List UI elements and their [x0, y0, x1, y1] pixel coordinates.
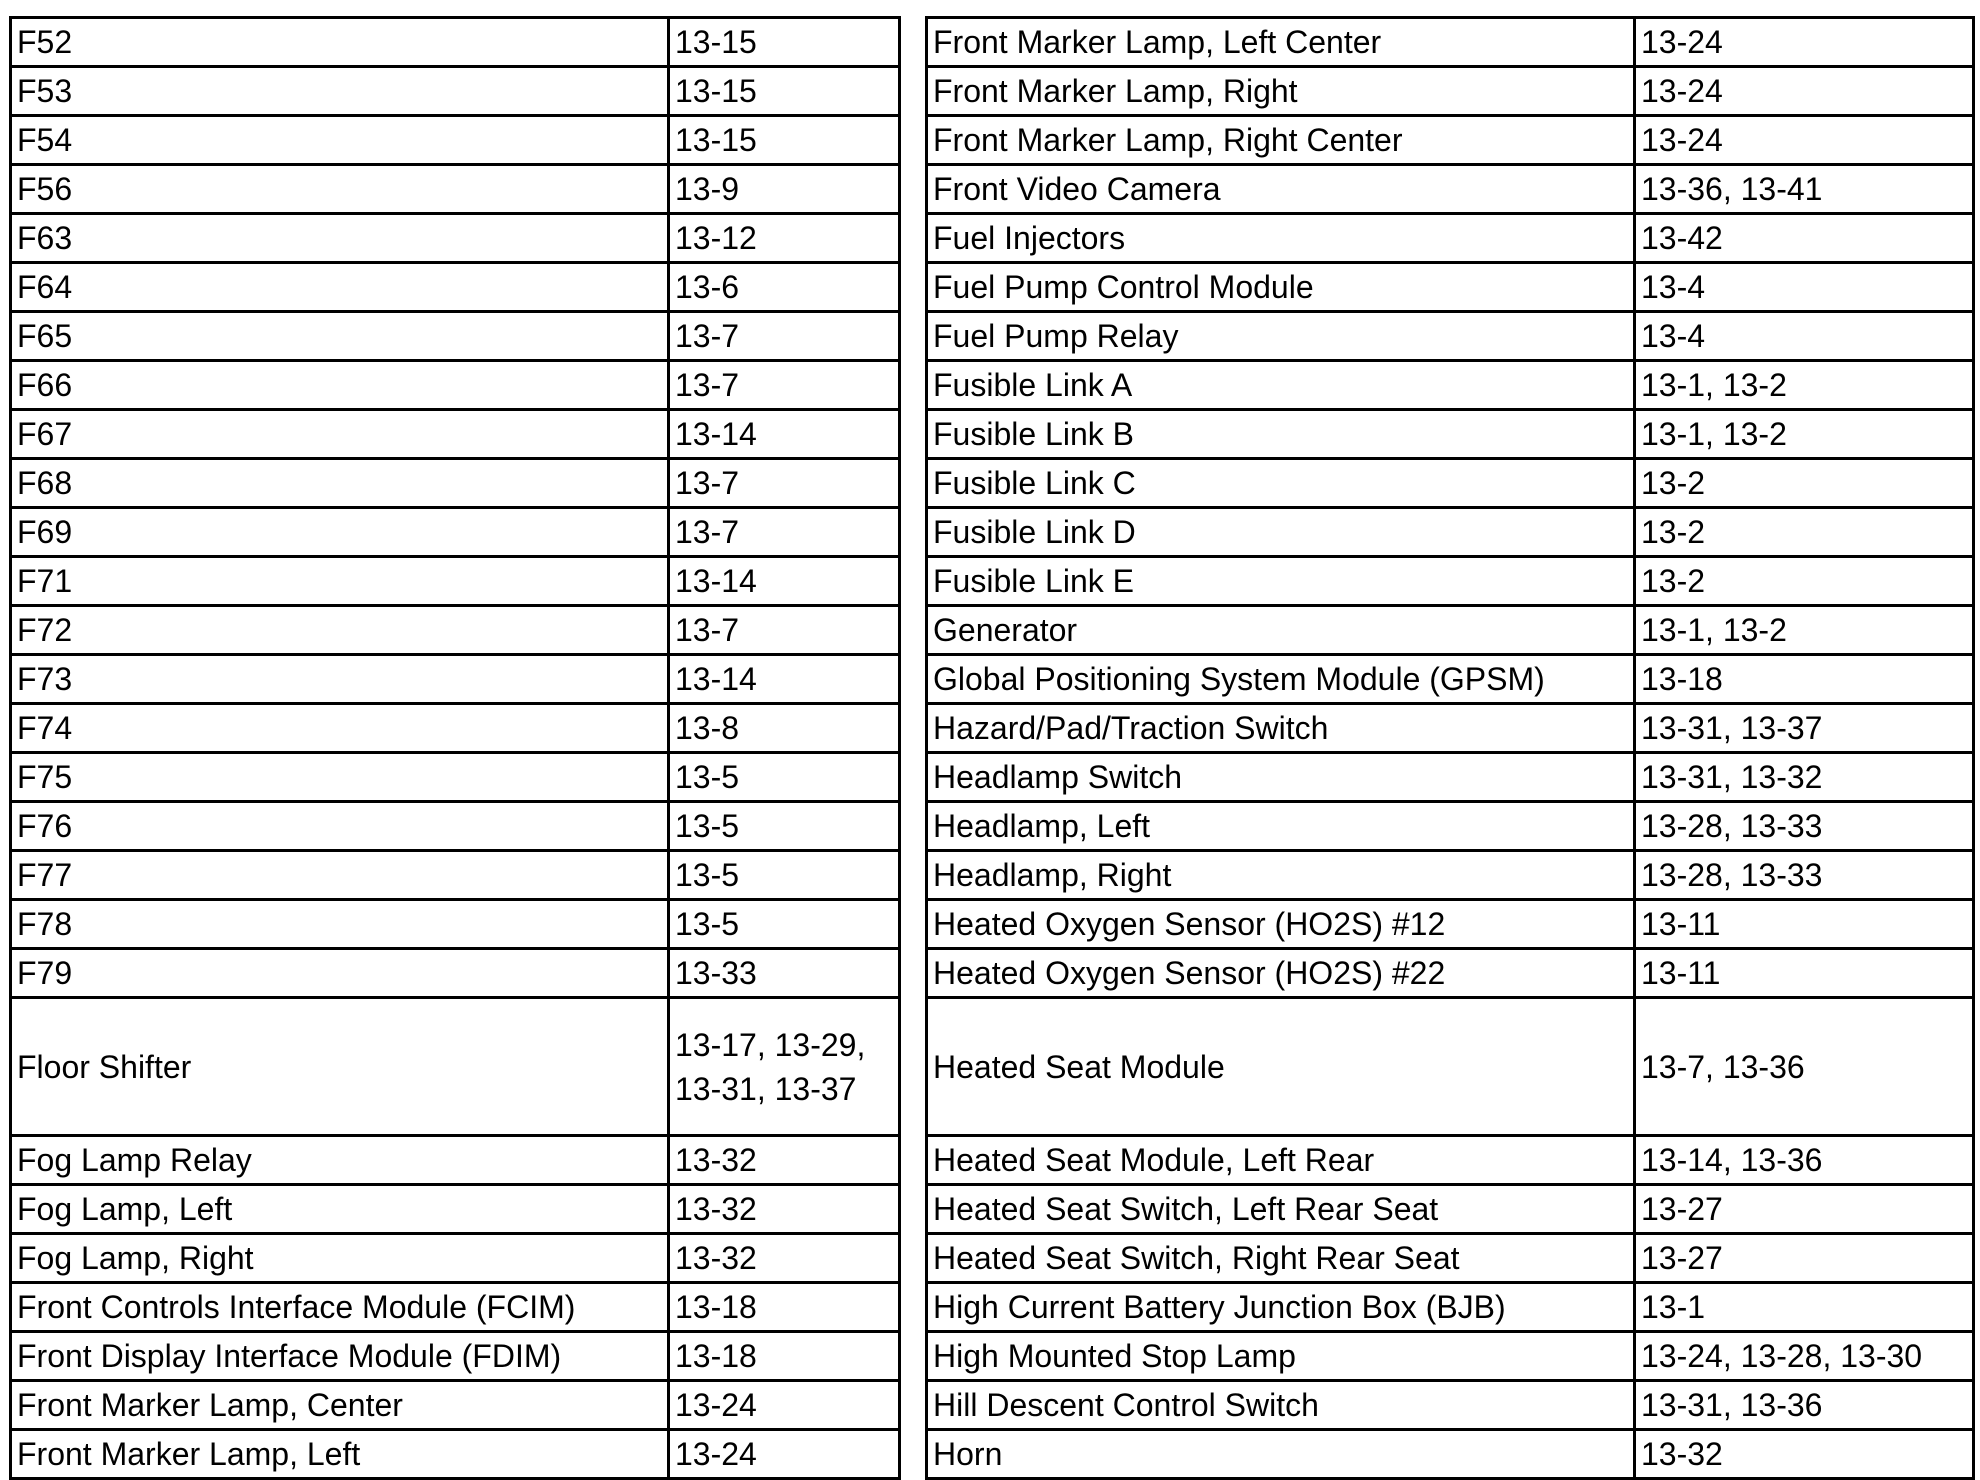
- table-row: [927, 459, 1974, 508]
- page-ref-cell: 13-24: [1635, 116, 1974, 165]
- page-ref-cell: 13-15: [669, 67, 900, 116]
- component-cell: Heated Oxygen Sensor (HO2S) #12: [927, 900, 1635, 949]
- table-row: [927, 312, 1974, 361]
- table-row: [11, 263, 900, 312]
- table-row: [927, 557, 1974, 606]
- table-row: [11, 1430, 900, 1479]
- page-ref-cell: 13-8: [669, 704, 900, 753]
- table-row: [927, 1136, 1974, 1185]
- component-cell: Fuel Pump Relay: [927, 312, 1635, 361]
- page-ref-cell: 13-7: [669, 312, 900, 361]
- table-row: [927, 1430, 1974, 1479]
- table-row: [927, 606, 1974, 655]
- page-ref-cell: 13-1, 13-2: [1635, 410, 1974, 459]
- table-row: [11, 1283, 900, 1332]
- table-row: [11, 361, 900, 410]
- page-ref-cell: 13-32: [669, 1136, 900, 1185]
- component-cell: Horn: [927, 1430, 1635, 1479]
- component-cell: Fusible Link D: [927, 508, 1635, 557]
- page-ref-cell: 13-33: [669, 949, 900, 998]
- component-cell: Heated Seat Module: [927, 998, 1635, 1136]
- page-ref-cell: 13-17, 13-29, 13-31, 13-37: [669, 998, 900, 1136]
- table-row: [11, 67, 900, 116]
- table-row: [11, 998, 900, 1136]
- page-ref-cell: 13-14, 13-36: [1635, 1136, 1974, 1185]
- table-row: [11, 851, 900, 900]
- component-cell: Front Marker Lamp, Center: [11, 1381, 669, 1430]
- component-cell: Global Positioning System Module (GPSM): [927, 655, 1635, 704]
- page-ref-cell: 13-15: [669, 18, 900, 67]
- page-ref-cell: 13-7: [669, 361, 900, 410]
- component-cell: Headlamp, Right: [927, 851, 1635, 900]
- page-ref-cell: 13-18: [1635, 655, 1974, 704]
- page-ref-cell: 13-1, 13-2: [1635, 606, 1974, 655]
- component-cell: F65: [11, 312, 669, 361]
- page-ref-cell: 13-28, 13-33: [1635, 802, 1974, 851]
- page-ref-cell: 13-31, 13-36: [1635, 1381, 1974, 1430]
- table-row: [11, 949, 900, 998]
- component-cell: Heated Seat Module, Left Rear: [927, 1136, 1635, 1185]
- component-cell: F71: [11, 557, 669, 606]
- page-ref-cell: 13-2: [1635, 508, 1974, 557]
- table-row: [11, 165, 900, 214]
- component-cell: F78: [11, 900, 669, 949]
- right-index-table: [925, 16, 1975, 1480]
- component-cell: Front Marker Lamp, Right: [927, 67, 1635, 116]
- page-ref-cell: 13-18: [669, 1283, 900, 1332]
- component-cell: Fuel Injectors: [927, 214, 1635, 263]
- component-cell: Front Marker Lamp, Right Center: [927, 116, 1635, 165]
- table-row: [11, 606, 900, 655]
- table-row: [11, 655, 900, 704]
- page-ref-cell: 13-7, 13-36: [1635, 998, 1974, 1136]
- page-ref-cell: 13-24: [669, 1430, 900, 1479]
- page-ref-cell: 13-14: [669, 410, 900, 459]
- component-cell: Fog Lamp, Right: [11, 1234, 669, 1283]
- component-cell: High Current Battery Junction Box (BJB): [927, 1283, 1635, 1332]
- component-cell: F74: [11, 704, 669, 753]
- page-ref-cell: 13-1: [1635, 1283, 1974, 1332]
- table-row: [11, 1136, 900, 1185]
- table-row: [11, 1381, 900, 1430]
- table-row: [927, 508, 1974, 557]
- page-ref-cell: 13-5: [669, 753, 900, 802]
- table-row: [927, 67, 1974, 116]
- table-row: [11, 1234, 900, 1283]
- table-row: [927, 263, 1974, 312]
- component-cell: F56: [11, 165, 669, 214]
- page-ref-cell: 13-24: [1635, 67, 1974, 116]
- page-ref-cell: 13-7: [669, 606, 900, 655]
- page-ref-cell: 13-7: [669, 508, 900, 557]
- table-row: [11, 312, 900, 361]
- page-ref-cell: 13-14: [669, 655, 900, 704]
- page-ref-cell: 13-28, 13-33: [1635, 851, 1974, 900]
- component-cell: F54: [11, 116, 669, 165]
- table-row: [11, 704, 900, 753]
- table-row: [11, 214, 900, 263]
- page-ref-cell: 13-18: [669, 1332, 900, 1381]
- table-row: [927, 851, 1974, 900]
- page-ref-cell: 13-7: [669, 459, 900, 508]
- component-cell: F75: [11, 753, 669, 802]
- component-cell: F73: [11, 655, 669, 704]
- component-cell: Fog Lamp, Left: [11, 1185, 669, 1234]
- table-row: [927, 1332, 1974, 1381]
- component-cell: Fog Lamp Relay: [11, 1136, 669, 1185]
- page-ref-cell: 13-1, 13-2: [1635, 361, 1974, 410]
- component-cell: F66: [11, 361, 669, 410]
- component-cell: F68: [11, 459, 669, 508]
- component-cell: High Mounted Stop Lamp: [927, 1332, 1635, 1381]
- component-cell: F64: [11, 263, 669, 312]
- page-ref-cell: 13-5: [669, 851, 900, 900]
- table-row: [927, 753, 1974, 802]
- component-cell: Front Marker Lamp, Left: [11, 1430, 669, 1479]
- page-ref-cell: 13-2: [1635, 459, 1974, 508]
- component-cell: F67: [11, 410, 669, 459]
- page-ref-cell: 13-2: [1635, 557, 1974, 606]
- page-ref-cell: 13-6: [669, 263, 900, 312]
- page-ref-cell: 13-31, 13-37: [1635, 704, 1974, 753]
- component-cell: Headlamp Switch: [927, 753, 1635, 802]
- table-row: [927, 116, 1974, 165]
- table-row: [927, 998, 1974, 1136]
- table-row: [11, 1332, 900, 1381]
- page-ref-cell: 13-27: [1635, 1234, 1974, 1283]
- table-row: [927, 214, 1974, 263]
- component-cell: F72: [11, 606, 669, 655]
- component-cell: Fusible Link E: [927, 557, 1635, 606]
- table-row: [11, 508, 900, 557]
- table-row: [11, 116, 900, 165]
- component-cell: Front Display Interface Module (FDIM): [11, 1332, 669, 1381]
- component-cell: Fusible Link C: [927, 459, 1635, 508]
- component-cell: Hill Descent Control Switch: [927, 1381, 1635, 1430]
- component-cell: Floor Shifter: [11, 998, 669, 1136]
- page-ref-cell: 13-5: [669, 900, 900, 949]
- component-cell: Front Video Camera: [927, 165, 1635, 214]
- table-row: [11, 557, 900, 606]
- page-ref-cell: 13-11: [1635, 900, 1974, 949]
- table-row: [927, 900, 1974, 949]
- page-ref-cell: 13-24, 13-28, 13-30: [1635, 1332, 1974, 1381]
- component-cell: Headlamp, Left: [927, 802, 1635, 851]
- table-row: [11, 753, 900, 802]
- page-ref-cell: 13-12: [669, 214, 900, 263]
- component-cell: F69: [11, 508, 669, 557]
- page-ref-cell: 13-9: [669, 165, 900, 214]
- component-cell: Front Marker Lamp, Left Center: [927, 18, 1635, 67]
- table-row: [11, 802, 900, 851]
- table-row: [927, 655, 1974, 704]
- table-row: [927, 802, 1974, 851]
- table-row: [11, 18, 900, 67]
- page-ref-cell: 13-42: [1635, 214, 1974, 263]
- table-row: [927, 165, 1974, 214]
- page-ref-cell: 13-27: [1635, 1185, 1974, 1234]
- component-cell: Heated Seat Switch, Right Rear Seat: [927, 1234, 1635, 1283]
- component-cell: F79: [11, 949, 669, 998]
- component-cell: Hazard/Pad/Traction Switch: [927, 704, 1635, 753]
- component-cell: Front Controls Interface Module (FCIM): [11, 1283, 669, 1332]
- table-row: [927, 949, 1974, 998]
- page-ref-cell: 13-24: [669, 1381, 900, 1430]
- table-row: [927, 704, 1974, 753]
- page-ref-cell: 13-4: [1635, 312, 1974, 361]
- page-ref-cell: 13-31, 13-32: [1635, 753, 1974, 802]
- table-row: [927, 361, 1974, 410]
- table-row: [927, 18, 1974, 67]
- table-row: [11, 1185, 900, 1234]
- page-ref-cell: 13-32: [669, 1185, 900, 1234]
- page-ref-cell: 13-32: [669, 1234, 900, 1283]
- left-index-table: [9, 16, 901, 1480]
- page-ref-cell: 13-15: [669, 116, 900, 165]
- component-cell: F77: [11, 851, 669, 900]
- table-row: [927, 1234, 1974, 1283]
- page-ref-cell: 13-11: [1635, 949, 1974, 998]
- component-cell: Heated Oxygen Sensor (HO2S) #22: [927, 949, 1635, 998]
- table-row: [11, 900, 900, 949]
- page-ref-cell: 13-32: [1635, 1430, 1974, 1479]
- component-cell: Fusible Link A: [927, 361, 1635, 410]
- component-cell: Generator: [927, 606, 1635, 655]
- page-ref-cell: 13-24: [1635, 18, 1974, 67]
- page-ref-cell: 13-14: [669, 557, 900, 606]
- table-row: [927, 1283, 1974, 1332]
- component-cell: Fusible Link B: [927, 410, 1635, 459]
- page-ref-cell: 13-36, 13-41: [1635, 165, 1974, 214]
- component-cell: F52: [11, 18, 669, 67]
- component-cell: Fuel Pump Control Module: [927, 263, 1635, 312]
- table-row: [927, 1185, 1974, 1234]
- component-cell: Heated Seat Switch, Left Rear Seat: [927, 1185, 1635, 1234]
- table-row: [927, 1381, 1974, 1430]
- component-cell: F53: [11, 67, 669, 116]
- table-row: [927, 410, 1974, 459]
- page-ref-cell: 13-5: [669, 802, 900, 851]
- table-row: [11, 410, 900, 459]
- component-cell: F76: [11, 802, 669, 851]
- table-row: [11, 459, 900, 508]
- component-cell: F63: [11, 214, 669, 263]
- page-ref-cell: 13-4: [1635, 263, 1974, 312]
